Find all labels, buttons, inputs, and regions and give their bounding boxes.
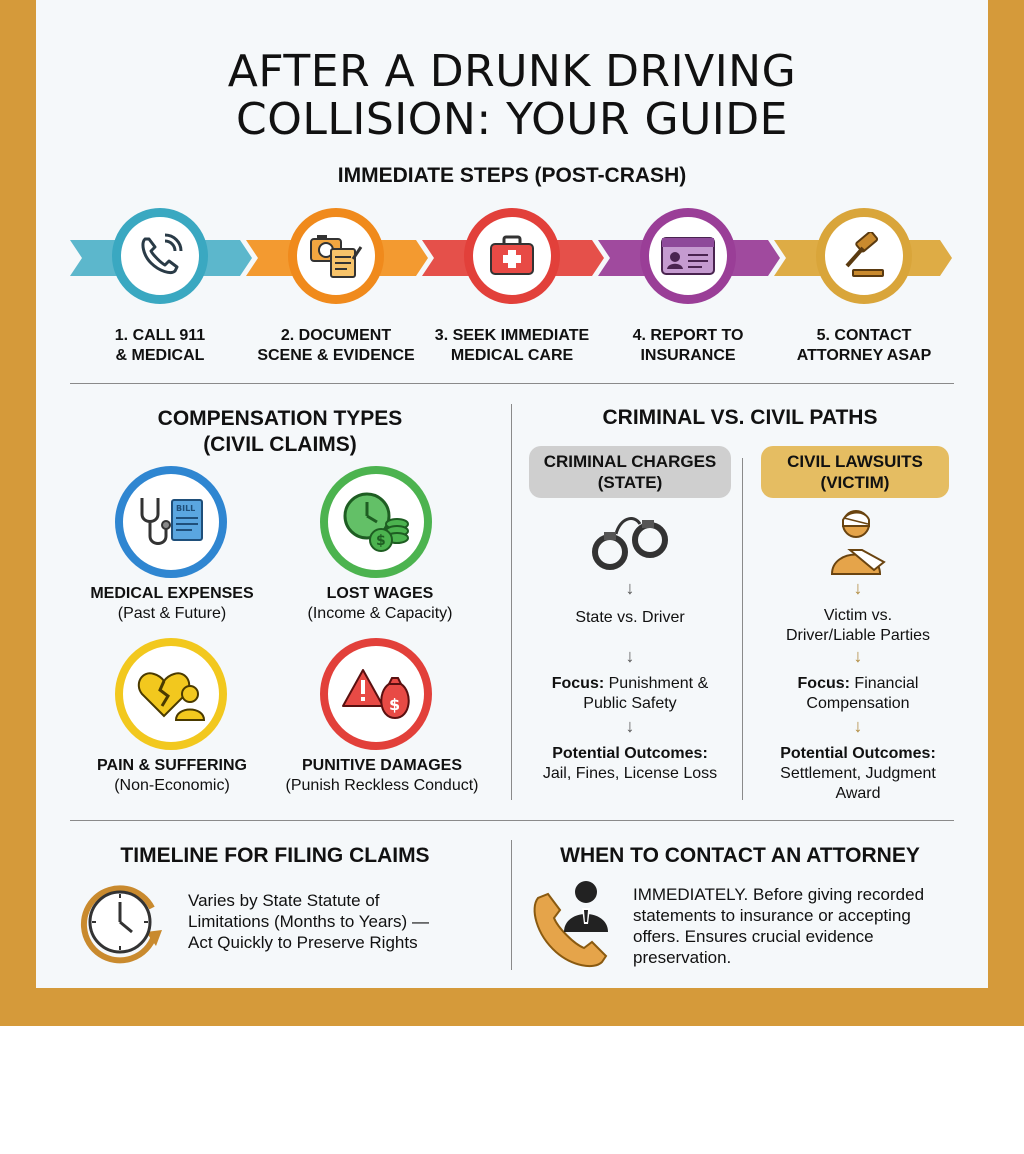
civil-outcomes	[748, 744, 968, 804]
step-2-line-1: 2. DOCUMENT	[280, 327, 392, 344]
title-line-1: AFTER A DRUNK DRIVING	[227, 46, 797, 97]
step-3-line-1: 3. SEEK IMMEDIATE	[434, 327, 590, 344]
pain-suffering-title: PAIN & SUFFERING	[97, 757, 247, 774]
lost-wages-title: LOST WAGES	[326, 585, 434, 602]
step-1-circle	[112, 208, 208, 304]
camera-notepad-icon	[307, 229, 365, 283]
step-4-circle	[640, 208, 736, 304]
criminal-focus-text: Punishment &	[604, 675, 709, 692]
punitive-damages-title: PUNITIVE DAMAGES	[301, 757, 462, 774]
title-line-2: COLLISION: YOUR GUIDE	[236, 94, 788, 145]
civil-focus-text-2: Compensation	[806, 695, 910, 712]
criminal-focus	[520, 674, 740, 714]
injured-victim-icon	[826, 506, 890, 576]
criminal-parties: State vs. Driver	[575, 609, 685, 626]
civil-arrow-3: ↓	[853, 716, 863, 736]
civil-lawsuits-pill	[761, 446, 949, 498]
civil-outcomes-text-2: Award	[835, 785, 881, 802]
timeline-line-3: Act Quickly to Preserve Rights	[188, 933, 418, 952]
timeline-line-1: Varies by State Statute of	[188, 891, 380, 910]
compensation-heading	[90, 406, 470, 458]
criminal-arrow-1: ↓	[625, 578, 635, 598]
step-5-circle	[816, 208, 912, 304]
step-5-line-1: 5. CONTACT	[816, 327, 912, 344]
criminal-arrow-2: ↓	[625, 646, 635, 666]
civil-arrow-1: ↓	[853, 578, 863, 598]
criminal-focus-text-2: Public Safety	[583, 695, 677, 712]
civil-focus-label: Focus:	[797, 675, 850, 692]
step-5-label	[774, 326, 954, 366]
civil-outcomes-label: Potential Outcomes:	[780, 745, 936, 762]
step-2-line-2: SCENE & EVIDENCE	[257, 347, 415, 364]
civil-focus-text: Financial	[849, 675, 919, 692]
civil-outcomes-text: Settlement, Judgment	[780, 765, 936, 782]
step-3-circle	[464, 208, 560, 304]
criminal-focus-label: Focus:	[551, 675, 605, 692]
civil-pill-line-2: (VICTIM)	[820, 473, 890, 492]
step-4-line-2: INSURANCE	[640, 347, 736, 364]
attorney-heading: WHEN TO CONTACT AN ATTORNEY	[560, 844, 920, 867]
step-1-label	[70, 326, 250, 366]
criminal-outcomes-label: Potential Outcomes:	[552, 745, 708, 762]
handcuffs-icon	[590, 508, 670, 574]
criminal-charges-pill	[529, 446, 731, 498]
step-4-label	[598, 326, 778, 366]
attorney-line-3: offers. Ensures crucial evidence	[633, 927, 874, 946]
compensation-heading-line-2: (CIVIL CLAIMS)	[203, 433, 357, 456]
civil-pill-line-1: CIVIL LAWSUITS	[787, 452, 923, 471]
attorney-line-2: statements to insurance or accepting	[633, 906, 911, 925]
step-2-circle	[288, 208, 384, 304]
medical-expenses-circle	[115, 466, 227, 578]
clock-arrow-icon	[76, 878, 168, 968]
criminal-outcomes	[520, 744, 740, 784]
paths-heading: CRIMINAL VS. CIVIL PATHS	[602, 406, 878, 429]
civil-parties-line-2: Driver/Liable Parties	[785, 627, 931, 644]
timeline-heading: TIMELINE FOR FILING CLAIMS	[120, 844, 430, 867]
divider-bottom-vertical	[511, 840, 512, 970]
divider-paths-vertical	[742, 458, 743, 800]
page-title	[0, 48, 1024, 144]
step-3-line-2: MEDICAL CARE	[450, 347, 574, 364]
broken-heart-person-icon	[136, 666, 206, 722]
compensation-heading-line-1: COMPENSATION TYPES	[157, 407, 403, 430]
first-aid-kit-icon	[487, 234, 537, 278]
step-2-label	[246, 326, 426, 366]
divider-middle-vertical	[511, 404, 512, 800]
divider-top	[70, 383, 954, 384]
punitive-damages-circle	[320, 638, 432, 750]
clock-coins-icon	[341, 490, 411, 554]
phone-icon	[135, 231, 185, 281]
stethoscope-bill-icon	[134, 492, 208, 552]
insurance-card-icon	[660, 236, 716, 276]
attorney-line-1: IMMEDIATELY. Before giving recorded	[633, 885, 925, 904]
lost-wages-circle	[320, 466, 432, 578]
criminal-outcomes-text: Jail, Fines, License Loss	[542, 765, 718, 782]
attorney-phone-icon	[528, 876, 620, 970]
lost-wages-sub: (Income & Capacity)	[307, 605, 453, 622]
pain-suffering-circle	[115, 638, 227, 750]
immediate-steps-heading: IMMEDIATE STEPS (POST-CRASH)	[337, 164, 687, 187]
step-4-line-1: 4. REPORT TO	[632, 327, 744, 344]
step-1-line-1: 1. CALL 911	[114, 327, 206, 344]
svg-text:$: $	[376, 533, 386, 549]
civil-parties-line-1: Victim vs.	[823, 607, 893, 624]
attorney-line-4: preservation.	[633, 948, 732, 967]
step-1-line-2: & MEDICAL	[115, 347, 205, 364]
medical-expenses-sub: (Past & Future)	[117, 605, 227, 622]
step-3-label	[422, 326, 602, 366]
svg-text:BILL: BILL	[176, 504, 196, 513]
criminal-arrow-3: ↓	[625, 716, 635, 736]
civil-arrow-2: ↓	[853, 646, 863, 666]
criminal-pill-line-2: (STATE)	[597, 473, 663, 492]
timeline-line-2: Limitations (Months to Years) —	[188, 912, 429, 931]
pain-suffering-sub: (Non-Economic)	[114, 777, 230, 794]
civil-parties	[748, 606, 968, 646]
step-5-line-2: ATTORNEY ASAP	[796, 347, 932, 364]
punitive-damages-sub: (Punish Reckless Conduct)	[285, 777, 479, 794]
warning-moneybag-icon	[341, 666, 411, 722]
civil-focus	[748, 674, 968, 714]
medical-expenses-title: MEDICAL EXPENSES	[90, 585, 254, 602]
svg-text:$: $	[389, 695, 401, 714]
criminal-pill-line-1: CRIMINAL CHARGES	[543, 452, 717, 471]
attorney-text	[633, 884, 924, 968]
gavel-icon	[839, 232, 889, 280]
divider-bottom	[70, 820, 954, 821]
timeline-text	[188, 890, 429, 953]
